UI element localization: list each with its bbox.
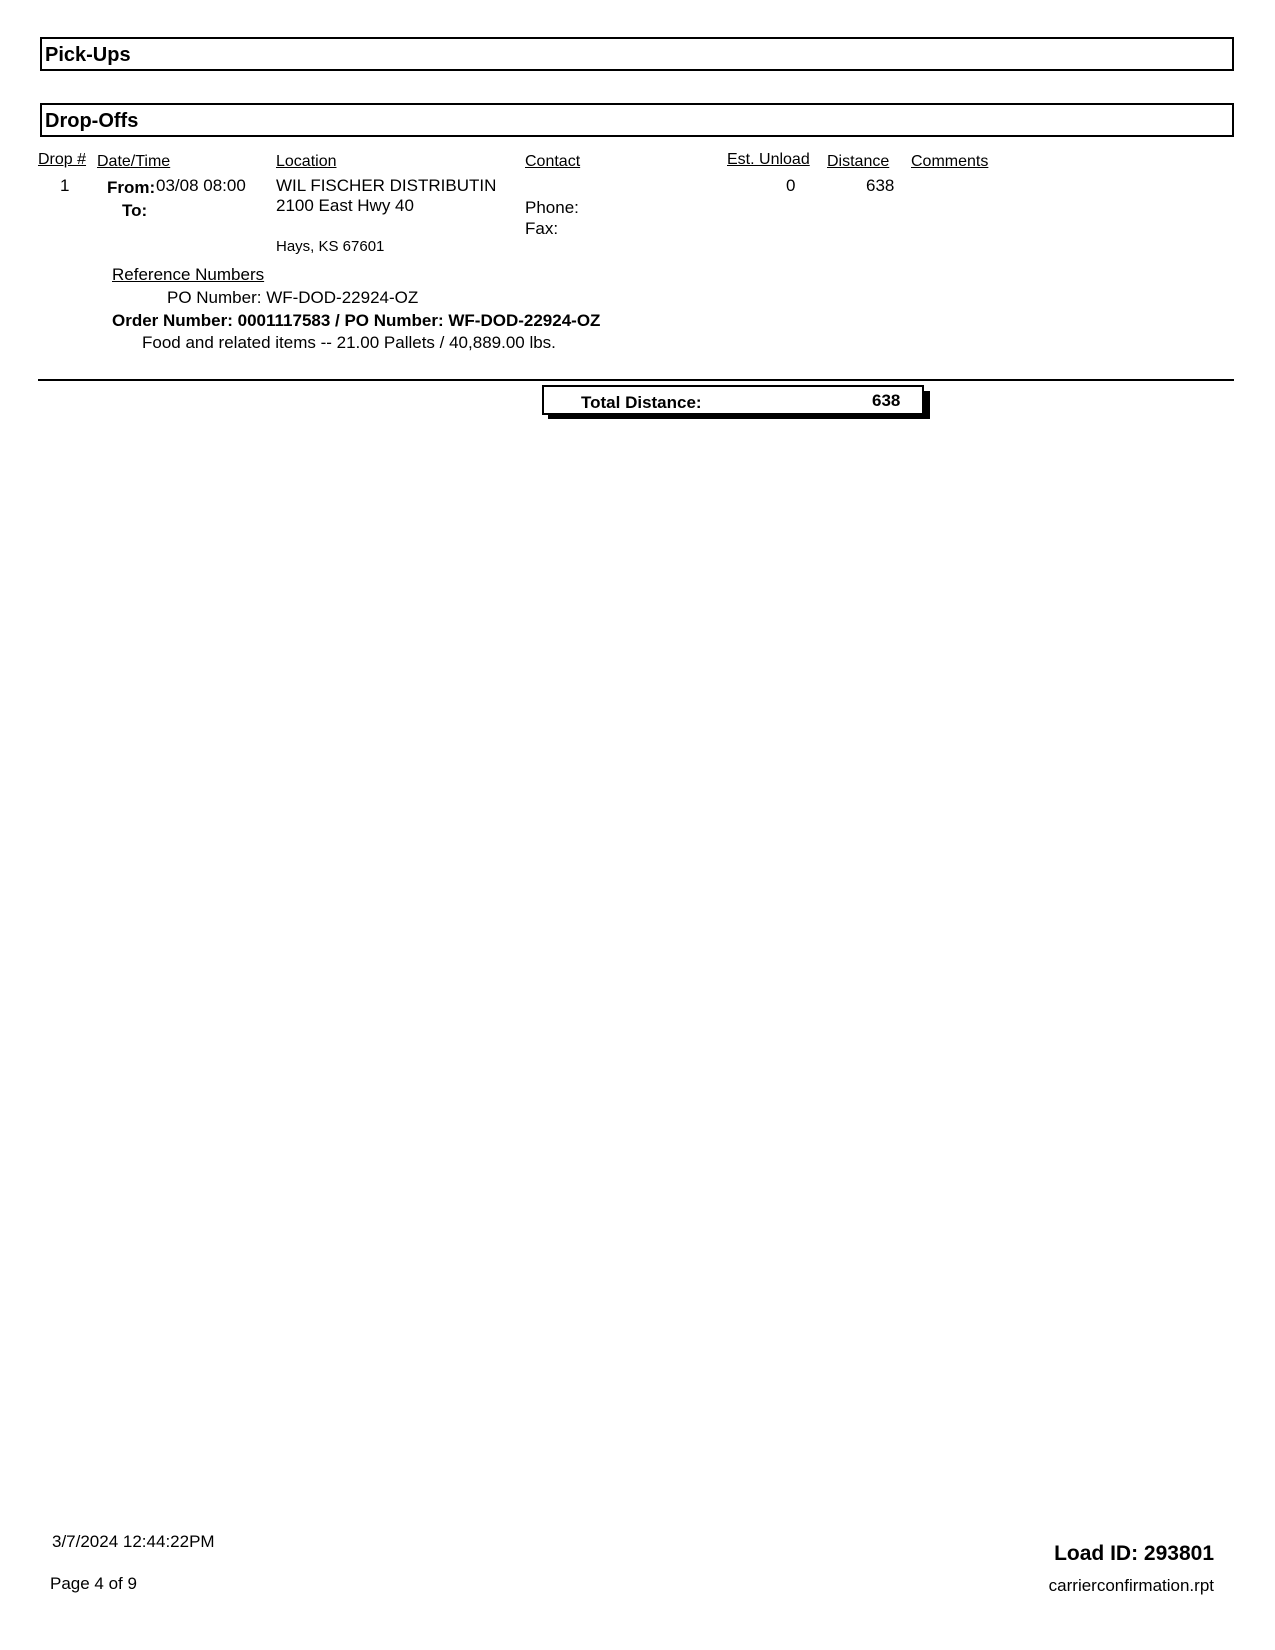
pickups-title: Pick-Ups [45, 44, 131, 66]
to-label: To: [122, 201, 148, 220]
col-distance: Distance [827, 153, 890, 170]
section-divider [38, 379, 1234, 381]
location-name-clip [276, 176, 513, 196]
col-datetime: Date/Time [97, 153, 171, 170]
col-comments: Comments [911, 153, 989, 170]
reference-numbers-heading: Reference Numbers [112, 265, 265, 284]
est-unload-value: 0 [786, 176, 796, 195]
dropoffs-title: Drop-Offs [45, 110, 139, 132]
report-filename: carrierconfirmation.rpt [1048, 1576, 1214, 1595]
order-number-line: Order Number: 0001117583 / PO Number: WF-DOD-22924-OZ [112, 311, 601, 330]
print-timestamp: 3/7/2024 12:44:22PM [52, 1532, 215, 1551]
location-address: 2100 East Hwy 40 [276, 196, 414, 215]
pickups-section-header [40, 37, 1234, 71]
distance-value: 638 [866, 176, 895, 195]
col-est-unload: Est. Unload [727, 151, 810, 168]
total-distance-value: 638 [872, 391, 901, 410]
location-name: WIL FISCHER DISTRIBUTIN [276, 176, 497, 195]
load-id: Load ID: 293801 [1054, 1542, 1214, 1565]
from-label: From: [107, 178, 156, 197]
from-value: 03/08 08:00 [156, 176, 246, 195]
items-line: Food and related items -- 21.00 Pallets / 40,889.00 lbs. [142, 333, 556, 352]
po-number-line: PO Number: WF-DOD-22924-OZ [167, 288, 419, 307]
location-city: Hays, KS 67601 [276, 238, 385, 255]
page-indicator: Page 4 of 9 [50, 1574, 137, 1593]
phone-label: Phone: [525, 198, 579, 217]
dropoffs-section-header [40, 103, 1234, 137]
drop-number: 1 [60, 176, 70, 195]
fax-label: Fax: [525, 219, 559, 238]
col-contact: Contact [525, 153, 581, 170]
total-distance-frame [542, 385, 924, 415]
total-distance-box [542, 385, 928, 417]
total-distance-label: Total Distance: [581, 393, 702, 412]
col-location: Location [276, 153, 337, 170]
col-drop-number: Drop # [38, 151, 87, 168]
